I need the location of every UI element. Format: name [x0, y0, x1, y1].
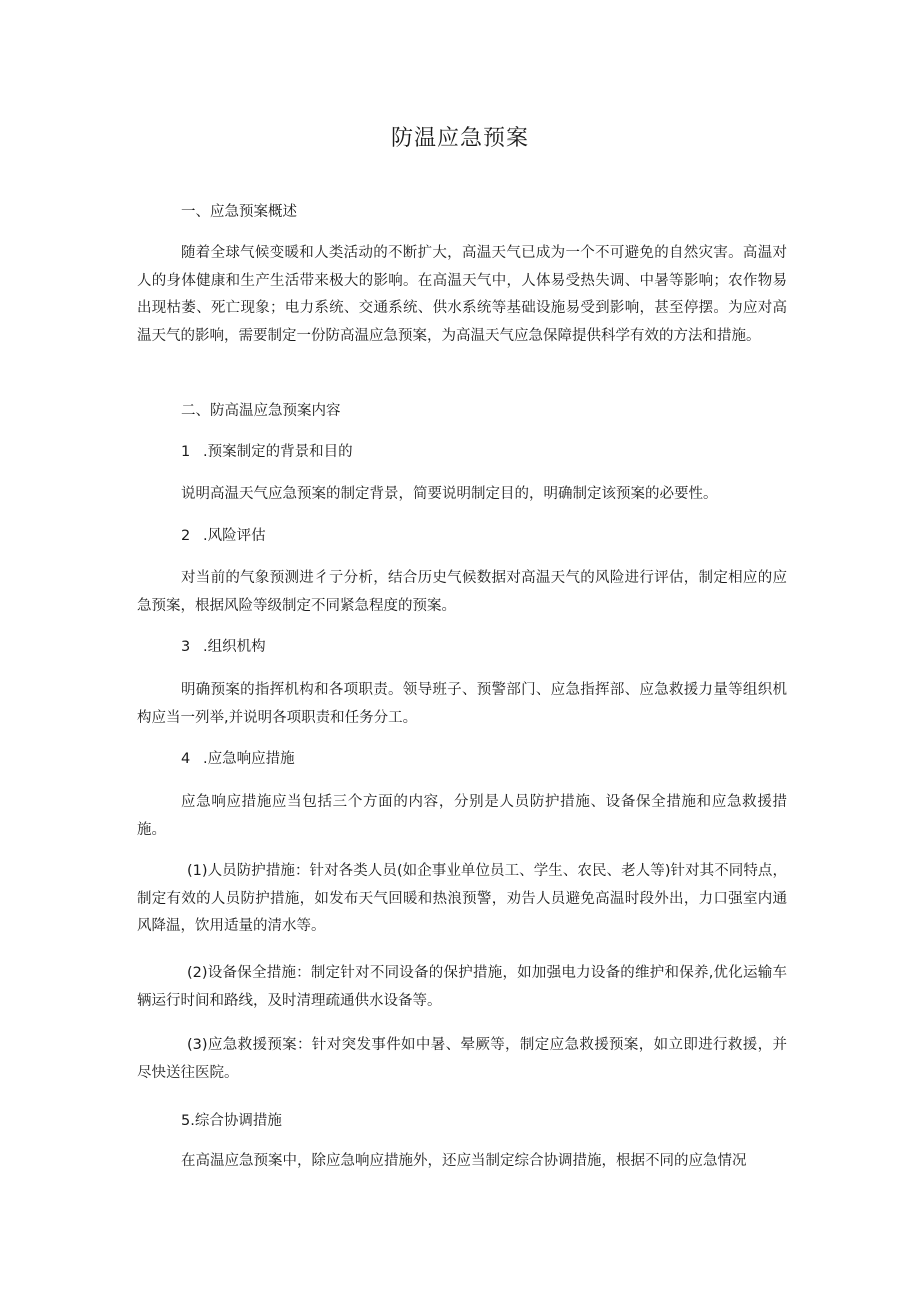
- item5-heading: 5.综合协调措施: [181, 1113, 282, 1129]
- item4-heading: [181, 746, 295, 774]
- item3-number: 3: [181, 639, 191, 655]
- item2-label: .风险评估: [203, 528, 266, 544]
- item4-sub1-paragraph: (1)人员防护措施：针对各类人员(如企事业单位员工、学生、农民、老人等)针对其不同特点，制定有效的人员防护措施，如发布天气回暖和热浪预警，劝告人员避免高温时段外出，力口强室内通风降温，饮用适量的清水等。: [137, 863, 787, 934]
- item4-label: .应急响应措施: [203, 751, 295, 767]
- item4-sub3-paragraph: (3)应急救援预案：针对突发事件如中暑、晕厥等，制定应急救援预案，如立即进行救援，并尽快送往医院。: [137, 1037, 787, 1081]
- item1-label: .预案制定的背景和目的: [203, 444, 353, 460]
- item3-heading: [181, 634, 266, 662]
- item5-paragraph: 在高温应急预案中，除应急响应措施外，还应当制定综合协调措施，根据不同的应急情况: [181, 1153, 747, 1169]
- item2-heading: [181, 523, 266, 551]
- item4-sub2-paragraph: (2)设备保全措施：制定针对不同设备的保护措施，如加强电力设备的维护和保养,优化运输车辆运行时间和路线，及时清理疏通供水设备等。: [137, 965, 787, 1009]
- section2-heading: 二、防高温应急预案内容: [181, 403, 341, 419]
- section1-heading: 一、应急预案概述: [181, 204, 297, 220]
- item4-number: 4: [181, 751, 191, 767]
- item2-paragraph: 对当前的气象预测进彳亍分析，结合历史气候数据对高温天气的风险进行评估，制定相应的应急预案，根据风险等级制定不同紧急程度的预案。: [137, 570, 787, 614]
- item3-label: .组织机构: [203, 639, 266, 655]
- item1-number: 1: [181, 444, 191, 460]
- item4-paragraph: 应急响应措施应当包括三个方面的内容，分别是人员防护措施、设备保全措施和应急救援措施。: [137, 794, 787, 838]
- item1-heading: [181, 439, 353, 467]
- item2-number: 2: [181, 528, 191, 544]
- item3-paragraph: 明确预案的指挥机构和各项职责。领导班子、预警部门、应急指挥部、应急救援力量等组织机构应当一列举,并说明各项职责和任务分工。: [137, 682, 787, 726]
- document-title: 防温应急预案: [390, 126, 529, 151]
- item1-paragraph: 说明高温天气应急预案的制定背景，简要说明制定目的，明确制定该预案的必要性。: [181, 486, 718, 502]
- section1-paragraph: 随着全球气候变暖和人类活动的不断扩大，高温天气已成为一个不可避免的自然灾害。高温对人的身体健康和生产生活带来极大的影响。在高温天气中，人体易受热失调、中暑等影响；农作物易出现枯萎、死亡现象；电力系统、交通系统、供水系统等基础设施易受到影响，甚至停摆。为应对高温天气的影响，需要制定一份防高温应急预案，为高温天气应急保障提供科学有效的方法和措施。: [137, 245, 787, 344]
